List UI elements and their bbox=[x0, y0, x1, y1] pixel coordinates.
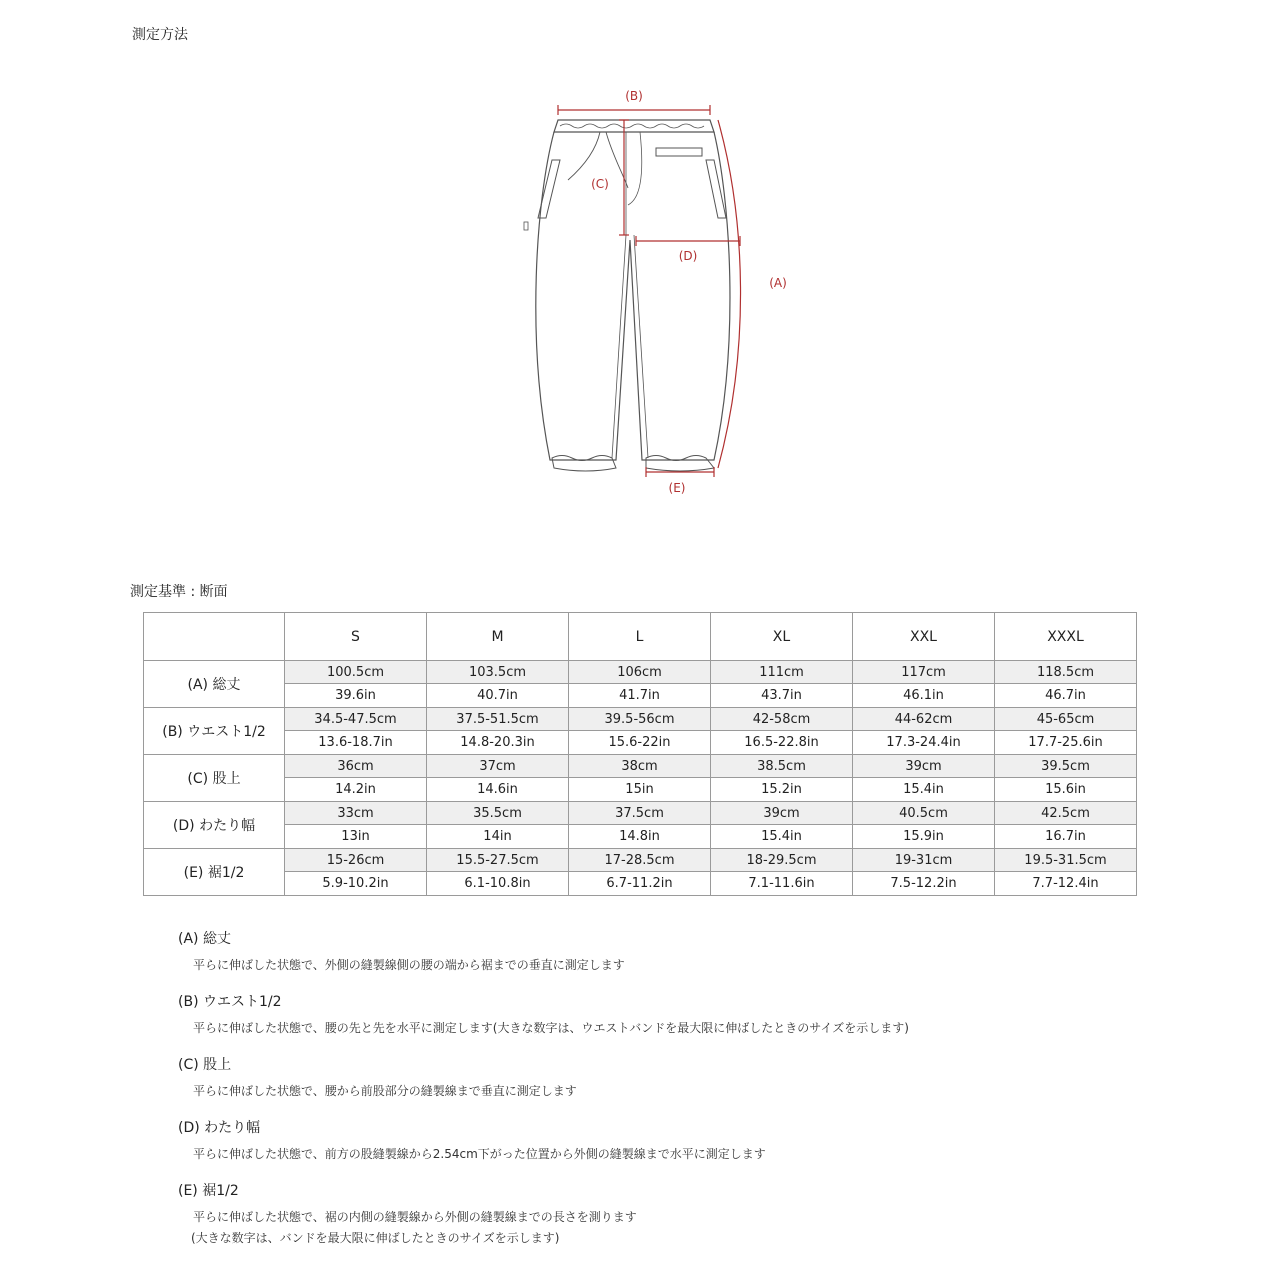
cm-cell: 38.5cm bbox=[711, 755, 853, 778]
table-row-cm bbox=[144, 849, 1137, 872]
inch-cell: 16.7in bbox=[995, 825, 1137, 849]
inch-cell: 17.3-24.4in bbox=[853, 731, 995, 755]
note-description: 平らに伸ばした状態で、外側の縫製線側の腰の端から裾までの垂直に測定します bbox=[193, 958, 625, 972]
pants-measurement-diagram bbox=[500, 80, 820, 500]
note-description: 平らに伸ばした状態で、裾の内側の縫製線から外側の縫製線までの長さを測ります bbox=[193, 1210, 637, 1224]
inch-cell: 15.2in bbox=[711, 778, 853, 802]
waistband bbox=[554, 120, 714, 132]
inch-cell: 14in bbox=[427, 825, 569, 849]
inch-cell: 7.1-11.6in bbox=[711, 872, 853, 896]
inch-cell: 46.1in bbox=[853, 684, 995, 708]
back-pocket bbox=[656, 148, 702, 156]
label-e: (E) bbox=[668, 481, 686, 495]
inch-cell: 14.2in bbox=[285, 778, 427, 802]
cm-cell: 117cm bbox=[853, 661, 995, 684]
row-label: (B) ウエスト1/2 bbox=[144, 708, 285, 755]
label-b: (B) bbox=[625, 89, 643, 103]
table-row-cm bbox=[144, 802, 1137, 825]
note-title: (D) わたり幅 bbox=[178, 1120, 261, 1136]
label-c: (C) bbox=[591, 177, 609, 191]
note-a bbox=[178, 928, 1138, 974]
table-row-inch bbox=[144, 778, 1137, 802]
note-title: (A) 総丈 bbox=[178, 931, 231, 947]
size-header: XL bbox=[711, 613, 853, 661]
row-label: (A) 総丈 bbox=[144, 661, 285, 708]
size-header: XXL bbox=[853, 613, 995, 661]
cm-cell: 19-31cm bbox=[853, 849, 995, 872]
inch-cell: 15.6-22in bbox=[569, 731, 711, 755]
right-pocket bbox=[706, 160, 726, 218]
inch-cell: 14.6in bbox=[427, 778, 569, 802]
cm-cell: 37cm bbox=[427, 755, 569, 778]
inch-cell: 6.7-11.2in bbox=[569, 872, 711, 896]
cm-cell: 18-29.5cm bbox=[711, 849, 853, 872]
cm-cell: 39cm bbox=[853, 755, 995, 778]
inch-cell: 14.8-20.3in bbox=[427, 731, 569, 755]
inch-cell: 7.7-12.4in bbox=[995, 872, 1137, 896]
label-a: (A) bbox=[769, 276, 787, 290]
cm-cell: 37.5cm bbox=[569, 802, 711, 825]
inch-cell: 13.6-18.7in bbox=[285, 731, 427, 755]
note-e bbox=[178, 1180, 1138, 1247]
note-d bbox=[178, 1117, 1138, 1163]
inch-cell: 15.6in bbox=[995, 778, 1137, 802]
row-label: (C) 股上 bbox=[144, 755, 285, 802]
inch-cell: 17.7-25.6in bbox=[995, 731, 1137, 755]
note-description: 平らに伸ばした状態で、腰から前股部分の縫製線まで垂直に測定します bbox=[193, 1084, 577, 1098]
cm-cell: 40.5cm bbox=[853, 802, 995, 825]
table-row-cm bbox=[144, 708, 1137, 731]
cm-cell: 34.5-47.5cm bbox=[285, 708, 427, 731]
size-header: S bbox=[285, 613, 427, 661]
cm-cell: 103.5cm bbox=[427, 661, 569, 684]
inch-cell: 46.7in bbox=[995, 684, 1137, 708]
cm-cell: 42-58cm bbox=[711, 708, 853, 731]
cm-cell: 39.5cm bbox=[995, 755, 1137, 778]
inch-cell: 15.9in bbox=[853, 825, 995, 849]
table-row-cm bbox=[144, 661, 1137, 684]
measurement-basis-heading: 測定基準 : 断面 bbox=[130, 584, 228, 600]
cm-cell: 39cm bbox=[711, 802, 853, 825]
size-table bbox=[143, 612, 1137, 896]
label-d: (D) bbox=[678, 249, 698, 263]
cm-cell: 36cm bbox=[285, 755, 427, 778]
note-b bbox=[178, 991, 1138, 1037]
inch-cell: 15.4in bbox=[711, 825, 853, 849]
inch-cell: 6.1-10.8in bbox=[427, 872, 569, 896]
cm-cell: 15.5-27.5cm bbox=[427, 849, 569, 872]
note-c bbox=[178, 1054, 1138, 1100]
cm-cell: 45-65cm bbox=[995, 708, 1137, 731]
size-header-row bbox=[144, 613, 1137, 661]
cm-cell: 39.5-56cm bbox=[569, 708, 711, 731]
row-label: (D) わたり幅 bbox=[144, 802, 285, 849]
cm-cell: 17-28.5cm bbox=[569, 849, 711, 872]
row-label: (E) 裾1/2 bbox=[144, 849, 285, 896]
cm-cell: 33cm bbox=[285, 802, 427, 825]
cm-cell: 111cm bbox=[711, 661, 853, 684]
cm-cell: 42.5cm bbox=[995, 802, 1137, 825]
cm-cell: 15-26cm bbox=[285, 849, 427, 872]
table-row-inch bbox=[144, 872, 1137, 896]
inch-cell: 41.7in bbox=[569, 684, 711, 708]
inch-cell: 15.4in bbox=[853, 778, 995, 802]
cm-cell: 38cm bbox=[569, 755, 711, 778]
size-header: M bbox=[427, 613, 569, 661]
inch-cell: 16.5-22.8in bbox=[711, 731, 853, 755]
note-description: 平らに伸ばした状態で、腰の先と先を水平に測定します(大きな数字は、ウエストバンドを最大限に伸ばしたときのサイズを示します) bbox=[193, 1021, 909, 1035]
table-row-inch bbox=[144, 731, 1137, 755]
note-extra: (大きな数字は、バンドを最大限に伸ばしたときのサイズを示します) bbox=[191, 1231, 560, 1245]
note-title: (E) 裾1/2 bbox=[178, 1183, 239, 1199]
right-cuff bbox=[646, 456, 714, 472]
table-row-inch bbox=[144, 684, 1137, 708]
cm-cell: 35.5cm bbox=[427, 802, 569, 825]
inch-cell: 15in bbox=[569, 778, 711, 802]
corner-cell bbox=[144, 613, 285, 661]
cm-cell: 19.5-31.5cm bbox=[995, 849, 1137, 872]
cm-cell: 37.5-51.5cm bbox=[427, 708, 569, 731]
inch-cell: 5.9-10.2in bbox=[285, 872, 427, 896]
inch-cell: 14.8in bbox=[569, 825, 711, 849]
note-title: (B) ウエスト1/2 bbox=[178, 994, 282, 1010]
table-row-cm bbox=[144, 755, 1137, 778]
inch-cell: 39.6in bbox=[285, 684, 427, 708]
cm-cell: 100.5cm bbox=[285, 661, 427, 684]
measurement-notes bbox=[178, 928, 1138, 1264]
note-description: 平らに伸ばした状態で、前方の股縫製線から2.54cm下がった位置から外側の縫製線まで水平に測定します bbox=[193, 1147, 766, 1161]
size-header: L bbox=[569, 613, 711, 661]
note-title: (C) 股上 bbox=[178, 1057, 232, 1073]
size-header: XXXL bbox=[995, 613, 1137, 661]
inch-cell: 40.7in bbox=[427, 684, 569, 708]
inch-cell: 43.7in bbox=[711, 684, 853, 708]
left-cuff bbox=[552, 456, 616, 472]
cm-cell: 118.5cm bbox=[995, 661, 1137, 684]
cm-cell: 44-62cm bbox=[853, 708, 995, 731]
measurement-method-heading: 測定方法 bbox=[132, 27, 188, 43]
left-pocket bbox=[538, 160, 560, 218]
pants-outline bbox=[536, 132, 730, 460]
inch-cell: 13in bbox=[285, 825, 427, 849]
inch-cell: 7.5-12.2in bbox=[853, 872, 995, 896]
cm-cell: 106cm bbox=[569, 661, 711, 684]
table-row-inch bbox=[144, 825, 1137, 849]
